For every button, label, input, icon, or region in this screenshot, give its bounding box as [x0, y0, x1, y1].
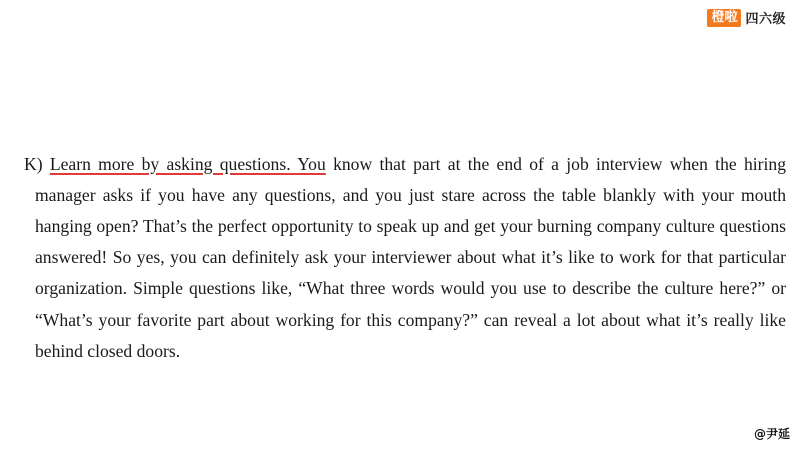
author-watermark: @尹延	[753, 427, 790, 441]
passage-paragraph	[24, 149, 786, 367]
brand-logo: 橙啦	[707, 9, 741, 27]
underlined-phrase: Learn more by asking questions. You	[49, 153, 326, 174]
brand-header	[707, 8, 786, 27]
paragraph-body: know that part at the end of a job interview when the hiring manager asks if you have any questions, and you just stare across the table blankly with your mouth hanging open? That’s the perfect opportunity to speak up and get your burning company culture questions answered! So yes, you can definitely ask your interviewer about what it’s like to work for that particular organization. Simple questions like, “What three words would you use to describe the culture here?” or “What’s your favorite part about working for this company?” can reveal a lot about what it’s really like behind closed doors.	[35, 153, 786, 361]
brand-subtitle: 四六级	[745, 12, 786, 27]
paragraph-label: K)	[24, 153, 43, 174]
